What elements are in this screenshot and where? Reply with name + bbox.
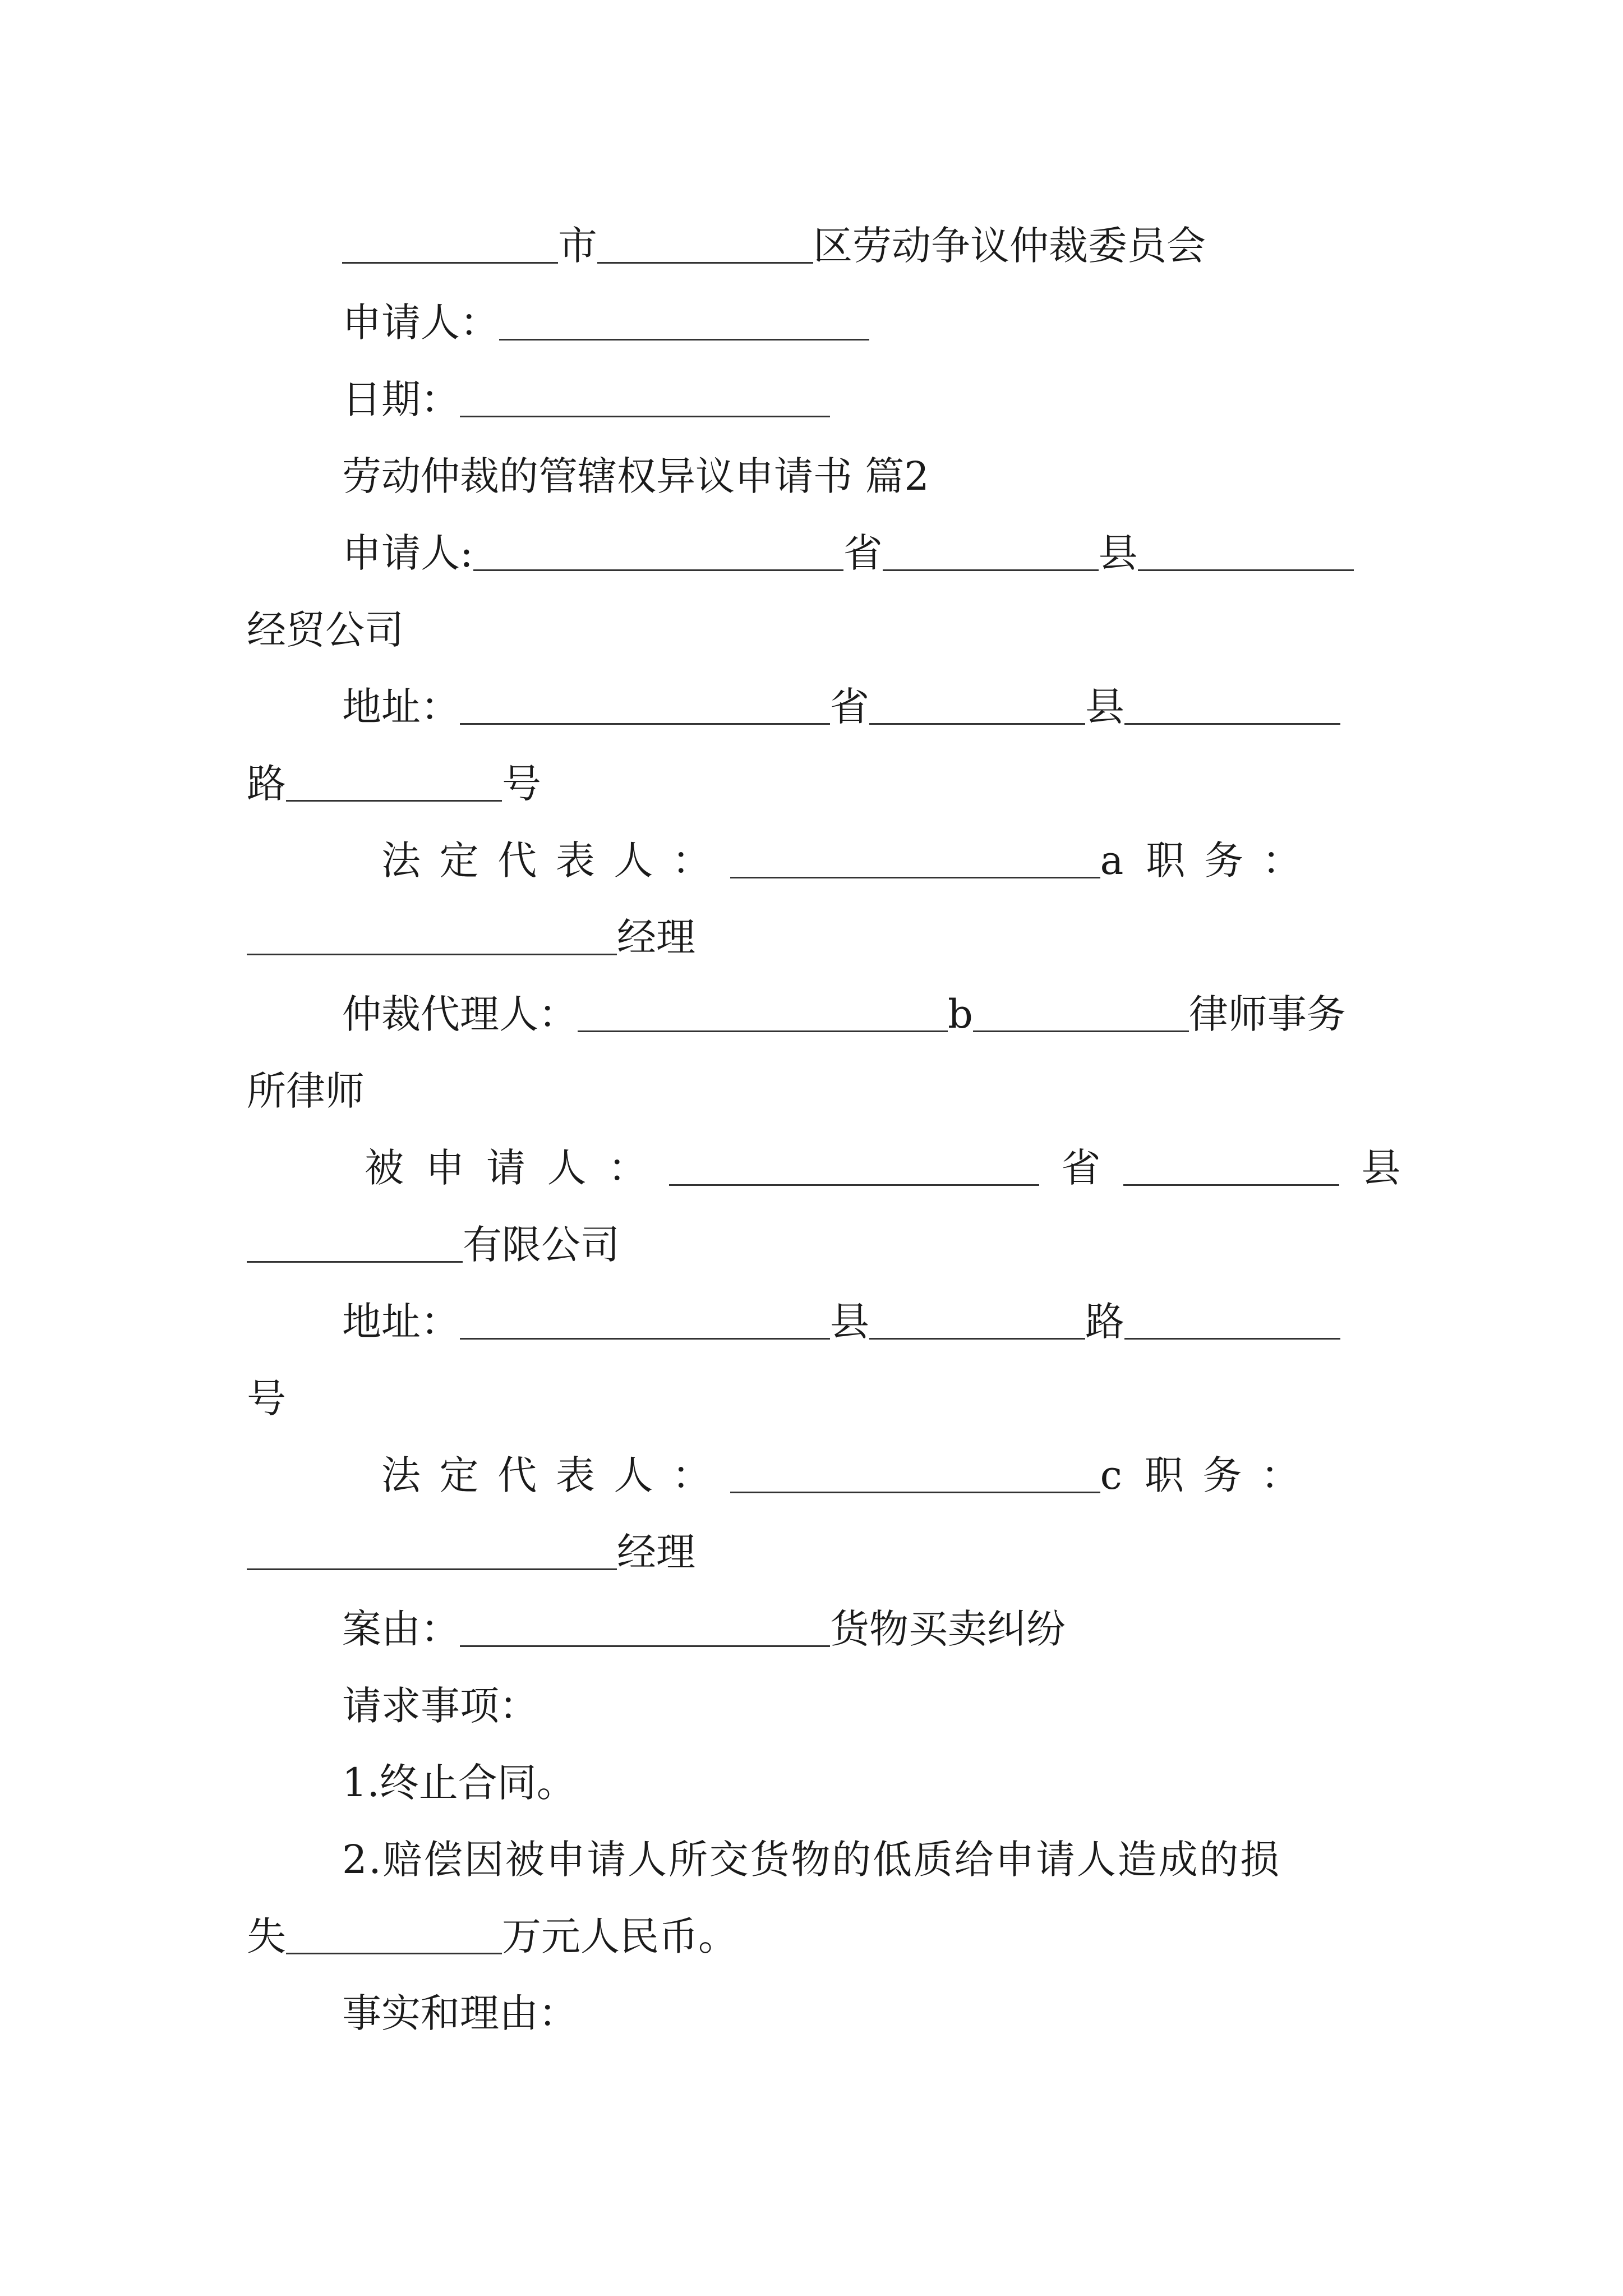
county-blank[interactable] xyxy=(1124,692,1340,725)
county-label: 县 xyxy=(1361,1145,1401,1191)
agent-blank[interactable] xyxy=(578,999,948,1032)
applicant-blank[interactable] xyxy=(499,307,869,341)
legal-rep-letter: c xyxy=(1100,1452,1122,1498)
loss-suffix: 万元人民币。 xyxy=(502,1913,737,1959)
province-blank[interactable] xyxy=(883,538,1099,571)
road-label: 路 xyxy=(1085,1299,1124,1345)
respondent-label: 被申请人： xyxy=(365,1145,669,1191)
limited-company-text: 有限公司 xyxy=(463,1222,620,1268)
address-line xyxy=(247,669,1385,746)
legal-rep-blank[interactable] xyxy=(730,1460,1100,1493)
facts-label: 事实和理由： xyxy=(342,1990,578,2036)
amount-blank[interactable] xyxy=(286,1921,502,1954)
date-label: 日期： xyxy=(342,376,460,422)
legal-rep-blank[interactable] xyxy=(730,845,1100,878)
claim-item-2 xyxy=(247,1821,1385,1898)
committee-label: 区劳动争议仲裁委员会 xyxy=(813,223,1206,269)
position-label: 职务： xyxy=(1146,838,1321,884)
position-blank[interactable] xyxy=(247,1537,617,1570)
province-label: 省 xyxy=(843,530,883,576)
province-blank[interactable] xyxy=(1123,1153,1339,1186)
claim-2-text: 2.赔偿因被申请人所交货物的低质给申请人造成的损 xyxy=(342,1837,1281,1883)
road-number-blank[interactable] xyxy=(286,769,502,802)
county-blank[interactable] xyxy=(869,1306,1085,1340)
agent-letter: b xyxy=(948,991,973,1037)
manager-line xyxy=(247,899,1385,976)
facts-heading xyxy=(247,1975,1385,2052)
respondent-address-line xyxy=(247,1283,1385,1360)
address-label: 地址： xyxy=(342,684,460,730)
road-blank[interactable] xyxy=(1124,1306,1340,1340)
lawyer-line xyxy=(247,1053,1385,1130)
loss-prefix: 失 xyxy=(247,1913,286,1959)
committee-line xyxy=(247,208,1385,284)
respondent-blank[interactable] xyxy=(669,1153,1039,1186)
legal-rep-label: 法定代表人： xyxy=(381,838,730,884)
section-heading xyxy=(247,438,1385,515)
district-blank[interactable] xyxy=(597,231,813,264)
legal-rep-letter: a xyxy=(1100,838,1124,884)
address-blank[interactable] xyxy=(460,692,830,725)
document-page xyxy=(247,208,1401,2052)
lawyer-text: 所律师 xyxy=(247,1068,365,1114)
claims-label: 请求事项： xyxy=(342,1683,538,1729)
province-blank[interactable] xyxy=(869,692,1085,725)
respondent-line xyxy=(247,1130,1401,1207)
date-blank[interactable] xyxy=(460,384,830,417)
number-line xyxy=(247,1360,1385,1437)
legal-representative-line xyxy=(247,822,1385,899)
case-cause-line xyxy=(247,1591,1385,1668)
manager-text: 经理 xyxy=(617,914,695,960)
position-label: 职务： xyxy=(1144,1452,1319,1498)
manager-text: 经理 xyxy=(617,1529,695,1575)
legal-rep-label: 法定代表人： xyxy=(381,1452,730,1498)
arbitration-agent-line xyxy=(247,976,1385,1053)
case-text: 货物买卖纠纷 xyxy=(830,1606,1066,1652)
applicant-name-blank[interactable] xyxy=(473,538,843,571)
county-blank[interactable] xyxy=(1138,538,1354,571)
limited-company-line xyxy=(247,1207,1385,1283)
claim-item-2-continued xyxy=(247,1898,1385,1975)
province-label: 省 xyxy=(1061,1145,1101,1191)
date-line xyxy=(247,361,1385,438)
county-label: 县 xyxy=(1085,684,1124,730)
city-label: 市 xyxy=(558,223,597,269)
county-label: 县 xyxy=(830,1299,869,1345)
number-text: 号 xyxy=(247,1375,286,1421)
number-label: 号 xyxy=(502,761,541,807)
respondent-manager-line xyxy=(247,1514,1385,1591)
claim-item-1 xyxy=(247,1745,1385,1821)
applicant-label: 申请人： xyxy=(342,300,499,346)
road-line xyxy=(247,746,1385,822)
applicant-label: 申请人: xyxy=(342,530,473,576)
agent-label: 仲裁代理人： xyxy=(342,991,578,1037)
address-blank[interactable] xyxy=(460,1306,830,1340)
claims-heading xyxy=(247,1668,1385,1745)
address-label: 地址： xyxy=(342,1299,460,1345)
case-label: 案由： xyxy=(342,1606,460,1652)
company-line xyxy=(247,592,1385,669)
applicant-signature-line xyxy=(247,284,1385,361)
position-blank[interactable] xyxy=(247,922,617,955)
case-blank[interactable] xyxy=(460,1614,830,1647)
company-text: 经贸公司 xyxy=(247,607,404,653)
firm-blank[interactable] xyxy=(973,999,1189,1032)
county-label: 县 xyxy=(1098,530,1138,576)
company-name-blank[interactable] xyxy=(247,1230,463,1263)
province-label: 省 xyxy=(830,684,869,730)
heading-text: 劳动仲裁的管辖权异议申请书 篇2 xyxy=(342,453,929,499)
road-label: 路 xyxy=(247,761,286,807)
city-blank[interactable] xyxy=(342,231,558,264)
respondent-legal-rep-line xyxy=(247,1437,1385,1514)
claim-1-text: 1.终止合同。 xyxy=(342,1760,576,1806)
firm-label: 律师事务 xyxy=(1188,991,1346,1037)
applicant-line xyxy=(247,515,1385,592)
